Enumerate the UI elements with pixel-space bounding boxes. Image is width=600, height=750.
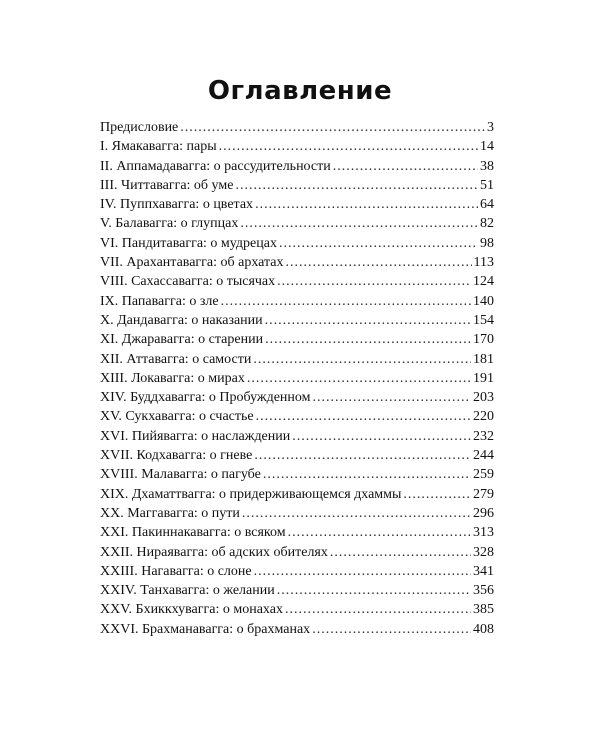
toc-dot-leader [256, 407, 471, 426]
toc-entry-label: XIV. Буддхавагга: о Пробужденном [100, 390, 311, 406]
toc-page-number: 296 [473, 505, 494, 521]
toc-dot-leader [286, 253, 472, 272]
toc-entry [100, 234, 494, 253]
toc-page-number: 170 [473, 332, 494, 348]
toc-dot-leader [263, 465, 471, 484]
toc-page-number: 191 [473, 370, 494, 386]
toc-page-number: 3 [487, 120, 494, 135]
toc-entry-label: XVIII. Малавагга: о пагубе [100, 467, 261, 483]
toc-entry [100, 581, 494, 600]
toc-dot-leader [254, 562, 471, 581]
toc-entry [100, 157, 494, 176]
toc-page-number: 232 [473, 428, 494, 444]
toc-entry-label: XIII. Локавагга: о мирах [100, 370, 245, 386]
toc-page-number: 140 [473, 293, 494, 309]
toc-entry-label: II. Аппамадавагга: о рассудительности [100, 158, 331, 174]
toc-entry-label: XXI. Пакиннакавагга: о всяком [100, 525, 286, 541]
toc-page-number: 313 [473, 525, 494, 541]
toc-entry [100, 272, 494, 291]
table-of-contents [100, 118, 494, 639]
toc-page-number: 113 [473, 255, 494, 271]
toc-entry-label: XIX. Дхаматтвагга: о придерживающемся дхаммы [100, 486, 402, 502]
toc-dot-leader [403, 485, 471, 504]
toc-entry [100, 176, 494, 195]
toc-page-number: 98 [480, 235, 494, 251]
toc-entry [100, 137, 494, 156]
toc-dot-leader [333, 157, 478, 176]
toc-entry [100, 543, 494, 562]
toc-entry [100, 195, 494, 214]
toc-entry [100, 311, 494, 330]
toc-page-number: 14 [480, 139, 494, 155]
toc-page-number: 279 [473, 486, 494, 502]
toc-page-number: 244 [473, 448, 494, 464]
toc-entry [100, 369, 494, 388]
toc-page-number: 356 [473, 583, 494, 599]
toc-page-number: 181 [473, 351, 494, 367]
toc-page-number: 259 [473, 467, 494, 483]
toc-entry [100, 485, 494, 504]
toc-page-number: 341 [473, 563, 494, 579]
toc-entry [100, 388, 494, 407]
toc-entry-label: IV. Пуппхавагга: о цветах [100, 197, 254, 213]
toc-entry [100, 427, 494, 446]
toc-entry-label: III. Читтавагга: об уме [100, 177, 234, 193]
toc-entry [100, 600, 494, 619]
toc-entry-label: X. Дандавагга: о наказании [100, 312, 263, 328]
toc-dot-leader [292, 427, 471, 446]
toc-entry-label: V. Балавагга: о глупцах [100, 216, 239, 232]
toc-entry-label: I. Ямакавагга: пары [100, 139, 217, 155]
toc-page-number: 124 [473, 274, 494, 290]
toc-page-number: 64 [480, 197, 494, 213]
toc-dot-leader [330, 543, 471, 562]
toc-entry [100, 446, 494, 465]
toc-dot-leader [255, 195, 478, 214]
toc-entry [100, 465, 494, 484]
toc-entry [100, 292, 494, 311]
toc-page-number: 82 [480, 216, 494, 232]
toc-dot-leader [219, 137, 478, 156]
toc-entry-label: XII. Аттавагга: о самости [100, 351, 252, 367]
toc-dot-leader [247, 369, 471, 388]
toc-entry-label: XXII. Нираявагга: об адских обителях [100, 544, 328, 560]
toc-entry-label: Предисловие [100, 120, 179, 135]
toc-entry [100, 214, 494, 233]
toc-entry [100, 620, 494, 639]
toc-entry-label: XX. Маггавагга: о пути [100, 505, 240, 521]
toc-entry [100, 253, 494, 272]
toc-entry-label: VIII. Сахассавагга: о тысячах [100, 274, 276, 290]
toc-entry-label: XV. Сукхавагга: о счастье [100, 409, 254, 425]
toc-page-number: 385 [473, 602, 494, 618]
toc-entry-label: XXV. Бхиккхувагга: о монахах [100, 602, 283, 618]
toc-page-number: 408 [473, 621, 494, 637]
toc-dot-leader [265, 330, 471, 349]
toc-entry-label: XVI. Пийявагга: о наслаждении [100, 428, 291, 444]
toc-entry [100, 118, 494, 137]
toc-entry-label: IX. Папавагга: о зле [100, 293, 219, 309]
toc-entry [100, 504, 494, 523]
toc-page-number: 203 [473, 390, 494, 406]
toc-dot-leader [253, 350, 471, 369]
toc-entry-label: XXVI. Брахманавагга: о брахманах [100, 621, 311, 637]
toc-entry [100, 562, 494, 581]
toc-entry-label: XXIII. Нагавагга: о слоне [100, 563, 252, 579]
toc-entry-label: XI. Джаравагга: о старении [100, 332, 264, 348]
toc-dot-leader [235, 176, 478, 195]
toc-page-number: 328 [473, 544, 494, 560]
toc-dot-leader [277, 581, 471, 600]
toc-dot-leader [242, 504, 471, 523]
toc-dot-leader [288, 523, 471, 542]
toc-dot-leader [180, 118, 485, 137]
toc-entry-label: XXIV. Танхавагга: о желании [100, 583, 275, 599]
toc-dot-leader [313, 388, 472, 407]
toc-page-number: 154 [473, 312, 494, 328]
toc-page-number: 51 [480, 177, 494, 193]
toc-dot-leader [254, 446, 471, 465]
toc-entry-label: VII. Арахантавагга: об архатах [100, 255, 284, 271]
toc-entry [100, 407, 494, 426]
toc-entry [100, 350, 494, 369]
toc-page-number: 220 [473, 409, 494, 425]
toc-entry-label: VI. Пандитавагга: о мудрецах [100, 235, 277, 251]
toc-page-number: 38 [480, 158, 494, 174]
toc-entry [100, 330, 494, 349]
toc-entry [100, 523, 494, 542]
toc-dot-leader [312, 620, 471, 639]
toc-dot-leader [240, 214, 478, 233]
toc-dot-leader [221, 292, 471, 311]
toc-dot-leader [279, 234, 478, 253]
toc-dot-leader [265, 311, 471, 330]
page-title: Оглавление [207, 76, 393, 106]
toc-entry-label: XVII. Кодхавагга: о гневе [100, 448, 253, 464]
toc-dot-leader [277, 272, 471, 291]
toc-dot-leader [285, 600, 471, 619]
